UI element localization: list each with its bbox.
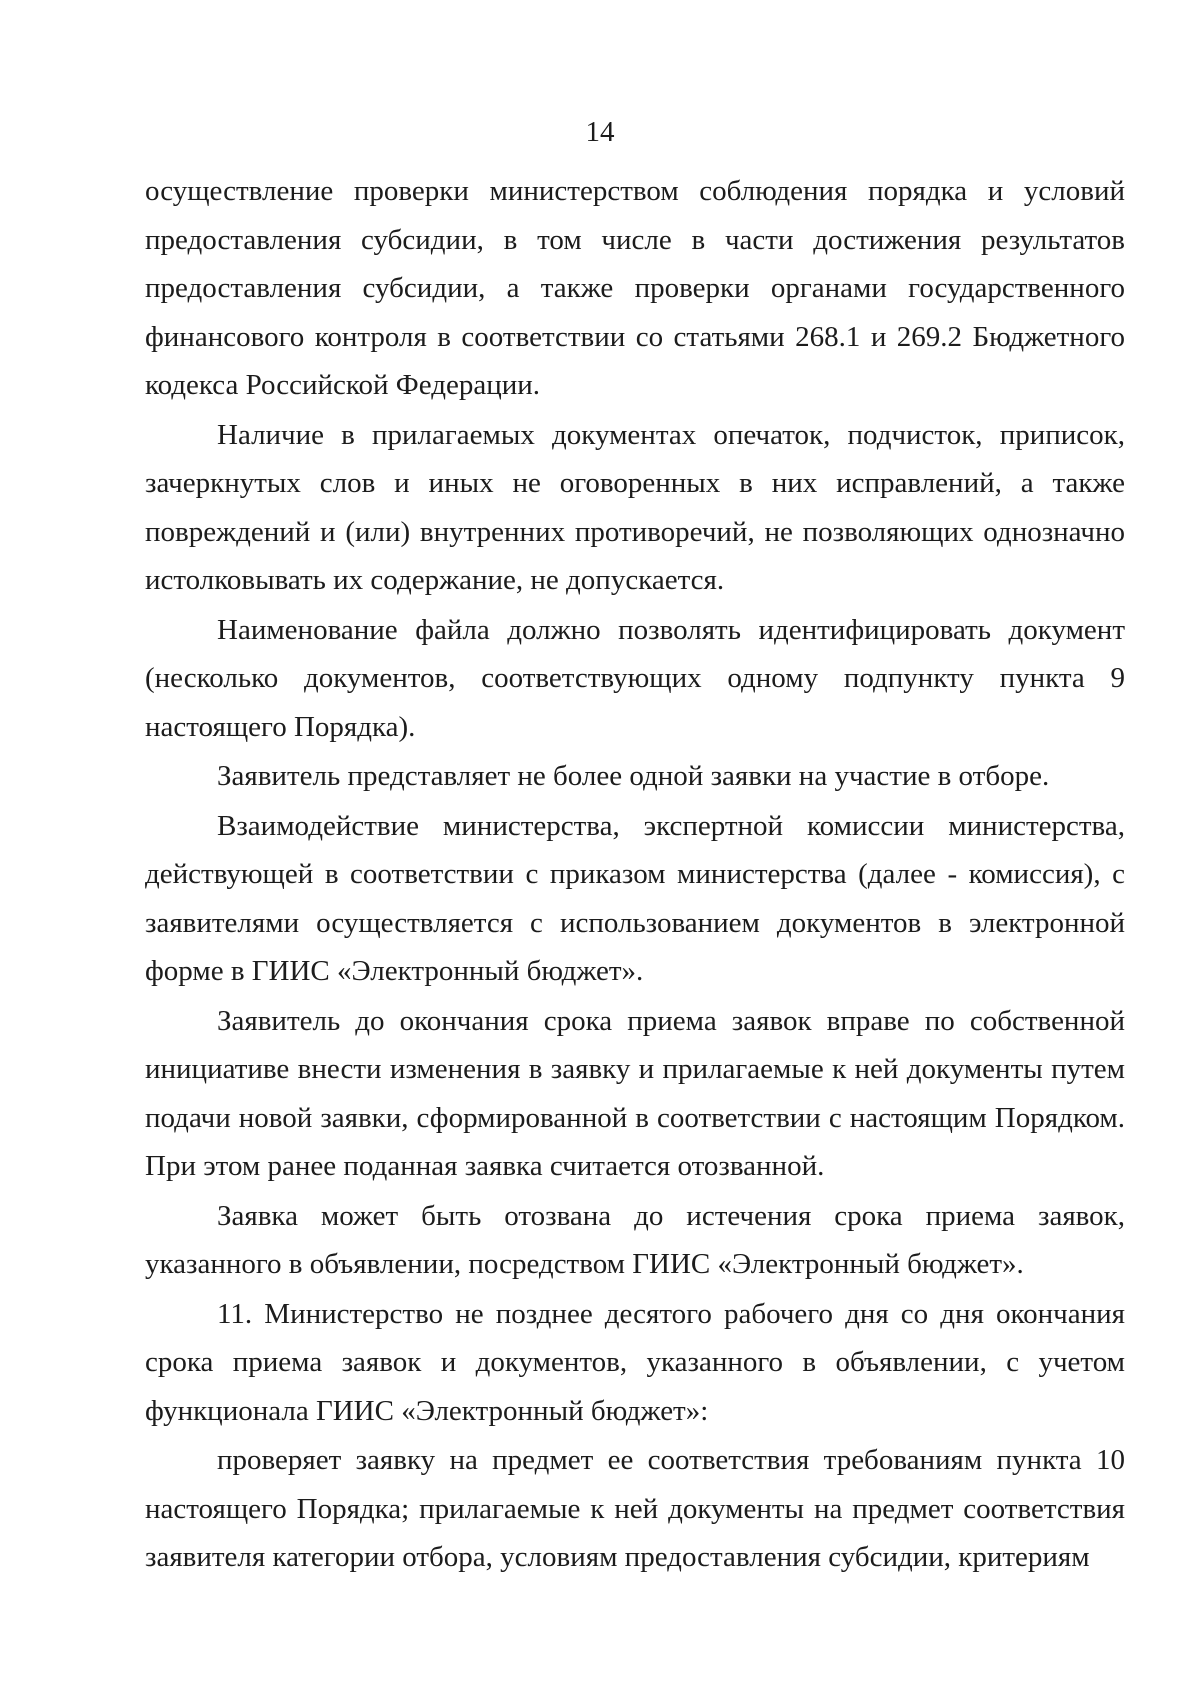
paragraph-file-naming: Наименование файла должно позволять идентифицировать документ (несколько документов, соответствующих одному подпункту пункта 9 настоящего Порядка).: [145, 613, 1125, 743]
paragraph-application-changes: Заявитель до окончания срока приема заявок вправе по собственной инициативе внести изменения в заявку и прилагаемые к ней документы путем подачи новой заявки, сформированной в соответствии с настоящим Порядком. При этом ранее поданная заявка считается отозванной.: [145, 1004, 1125, 1182]
paragraph-verification-requirements: проверяет заявку на предмет ее соответствия требованиям пункта 10 настоящего Порядка; прилагаемые к ней документы на предмет соответствия заявителя категории отбора, условиям предоставления субсидии, критериям: [145, 1444, 1125, 1573]
page-number: 14: [585, 116, 615, 148]
paragraph-single-application: Заявитель представляет не более одной заявки на участие в отборе.: [217, 760, 1050, 792]
paragraph-interaction: Взаимодействие министерства, экспертной комиссии министерства, действующей в соответствии с приказом министерства (далее - комиссия), с заявителями осуществляется с использованием документов в электронной форме в ГИИС «Электронный бюджет».: [145, 809, 1125, 987]
paragraph-document-defects: Наличие в прилагаемых документах опечаток, подчисток, приписок, зачеркнутых слов и иных не оговоренных в них исправлений, а также повреждений и (или) внутренних противоречий, не позволяющих однозначно истолковывать их содержание, не допускается.: [145, 418, 1125, 596]
paragraph-verification-clause: осуществление проверки министерством соблюдения порядка и условий предоставления субсидии, в том числе в части достижения результатов предоставления субсидии, а также проверки органами государственного финансового контроля в соответствии со статьями 268.1 и 269.2 Бюджетного кодекса Российской Федерации.: [145, 175, 1125, 401]
document-body: [145, 167, 1125, 1582]
paragraph-application-withdrawal: Заявка может быть отозвана до истечения срока приема заявок, указанного в объявлении, посредством ГИИС «Электронный бюджет».: [145, 1199, 1125, 1280]
paragraph-item-11: 11. Министерство не позднее десятого рабочего дня со дня окончания срока приема заявок и документов, указанного в объявлении, с учетом функционала ГИИС «Электронный бюджет»:: [145, 1297, 1125, 1427]
